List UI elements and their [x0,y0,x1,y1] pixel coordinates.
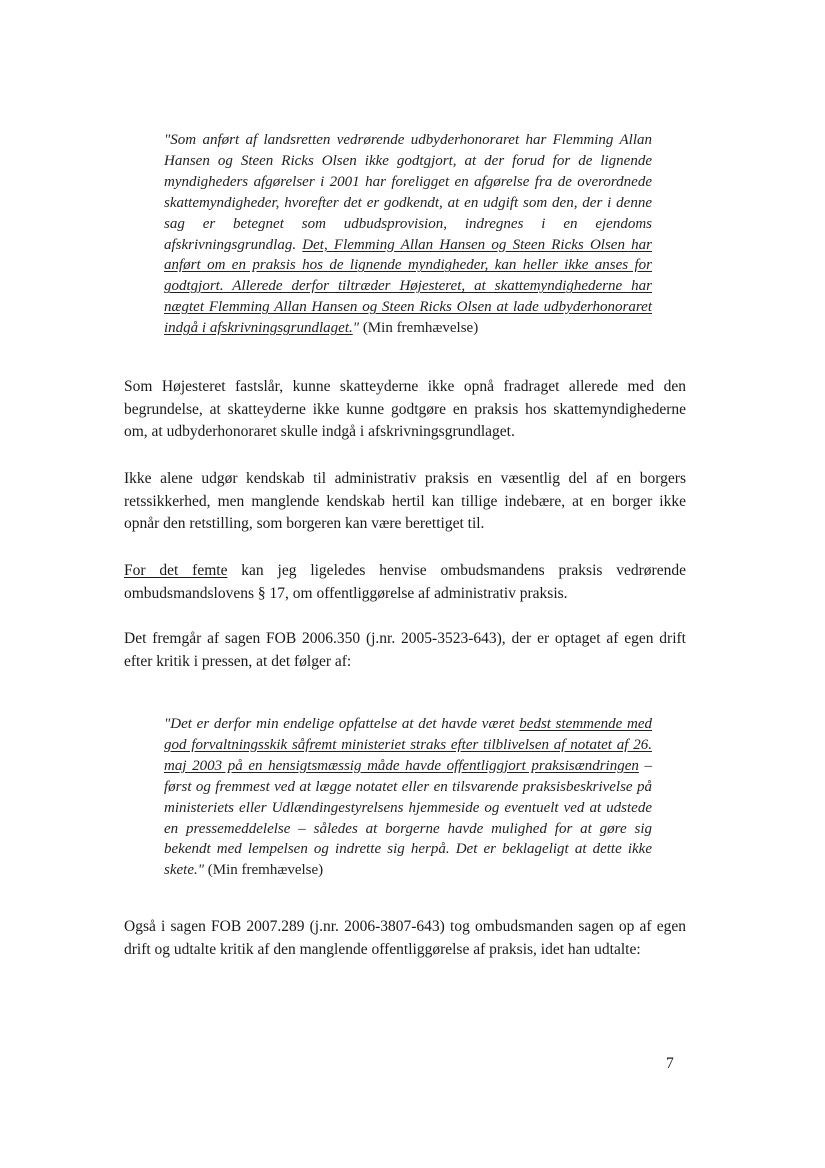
fifth-point-heading: For det femte [124,562,228,579]
quote-text-continued: – først og fremmest ved at lægge notatet eller en tilsvarende praksisbeskrivelse på ministeriets eller Udlændingestyrelsens hjemmeside og eventuelt ved at udstede en pressemeddelelse – således at borgerne havde mulighed for at gøre sig bekendt med lempelsen og indrette sig herpå. Det er beklageligt at dette ikke skete." [164,757,653,879]
block-quote-ombudsman [164,714,652,881]
page-number: 7 [666,1055,674,1072]
quote-text: "Det er derfor min endelige opfattelse at det havde været [164,716,520,732]
quote-text: "Som anført af landsretten vedrørende udbyderhonoraret har Flemming Allan Hansen og Steen Ricks Olsen ikke godtgjort, at der forud for de lignende myndigheders afgørelser i 2001 har foreligget en afgørelse fra de overordnede skattemyndigheder, hvorefter det er godkendt, at en udgift som den, der i denne sag er betegnet som udbudsprovision, indregnes i en ejendoms afskrivningsgrundlag. [164,132,652,253]
paragraph-fifth-point [124,560,686,605]
emphasis-note: (Min fremhævelse) [362,320,479,337]
paragraph-hoejesteret-conclusion: Som Højesteret fastslår, kunne skatteyderne ikke opnå fradraget allerede med den begrundelse, at skatteyderne ikke kunne godtgøre en praksis hos skattemyndighederne om, at udbyderhonoraret skulle indgå i afskrivningsgrundlaget. [124,378,686,441]
paragraph-legal-certainty: Ikke alene udgør kendskab til administrativ praksis en væsentlig del af en borgers retssikkerhed, men manglende kendskab hertil kan tillige indebære, at en borger ikke opnår den retstilling, som borgeren kan være berettiget til. [124,470,686,533]
quote-emphasis: bedst stemmende med god forvaltningsskik såfremt ministeriet straks efter tilblivelsen af notatet af 26. maj 2003 på en hensigtsmæssig måde havde offentliggjort praksisændringen [164,716,652,774]
emphasis-note: (Min fremhævelse) [207,862,324,879]
block-quote-hoejesteret [164,130,652,339]
paragraph-fob-2006: Det fremgår af sagen FOB 2006.350 (j.nr. 2005-3523-643), der er optaget af egen drift efter kritik i pressen, at det følger af: [124,630,686,670]
paragraph-fob-2007: Også i sagen FOB 2007.289 (j.nr. 2006-3807-643) tog ombudsmanden sagen op af egen drift og udtalte kritik af den manglende offentliggørelse af praksis, idet han udtalte: [124,918,686,958]
quote-close: " [352,320,360,337]
fifth-point-text: kan jeg ligeledes henvise ombudsmandens praksis vedrørende ombudsmandslovens § 17, om offentliggørelse af administrativ praksis. [124,562,686,602]
quote-emphasis: Det, Flemming Allan Hansen og Steen Ricks Olsen har anført om en praksis hos de lignende myndigheder, kan heller ikke anses for godtgjort. Allerede derfor tiltræder Højesteret, at skattemyndighederne har nægtet Flemming Allan Hansen og Steen Ricks Olsen at lade udbyderhonoraret indgå i afskrivningsgrundlaget. [164,236,652,337]
